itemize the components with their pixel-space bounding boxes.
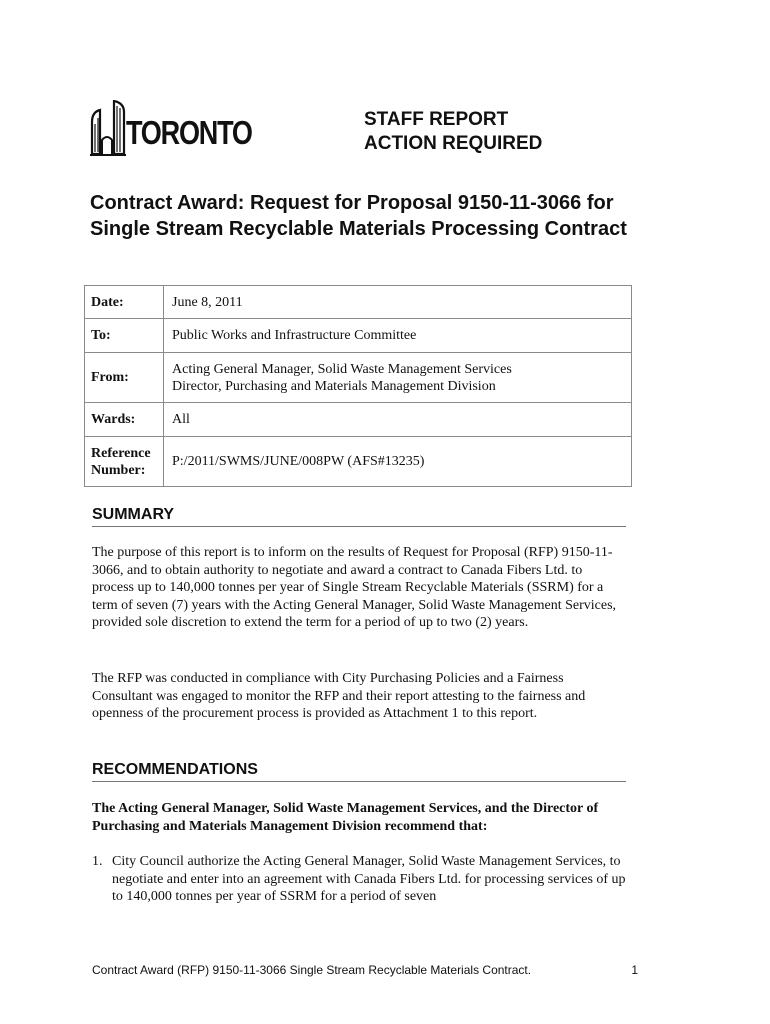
footer-text: Contract Award (RFP) 9150-11-3066 Single Stream Recyclable Materials Contract. bbox=[92, 963, 532, 977]
toronto-logo bbox=[90, 100, 252, 156]
from-label: From: bbox=[85, 353, 164, 403]
reference-label-line-2: Number: bbox=[91, 462, 146, 478]
table-row bbox=[85, 403, 632, 437]
date-label: Date: bbox=[85, 286, 164, 319]
reference-label bbox=[85, 437, 164, 487]
table-row bbox=[85, 437, 632, 487]
summary-paragraph-2: The RFP was conducted in compliance with City Purchasing Policies and a Fairness Consultant was engaged to monitor the RFP and their report attesting to the fairness and openness of the procurement process is provided as Attachment 1 to this report. bbox=[92, 671, 586, 721]
report-metadata-table bbox=[84, 285, 632, 487]
to-value: Public Works and Infrastructure Committee bbox=[164, 319, 632, 353]
table-row bbox=[85, 286, 632, 319]
wards-value: All bbox=[164, 403, 632, 437]
table-row bbox=[85, 353, 632, 403]
report-type-line-1: STAFF REPORT bbox=[364, 109, 509, 130]
date-value: June 8, 2011 bbox=[164, 286, 632, 319]
recommendation-item-1 bbox=[92, 853, 626, 906]
from-value bbox=[164, 353, 632, 403]
wards-label: Wards: bbox=[85, 403, 164, 437]
recommendation-number: 1. bbox=[92, 854, 103, 869]
table-row bbox=[85, 319, 632, 353]
from-value-line-2: Director, Purchasing and Materials Management Division bbox=[172, 378, 496, 394]
to-label: To: bbox=[85, 319, 164, 353]
report-type bbox=[364, 108, 542, 156]
reference-value: P:/2011/SWMS/JUNE/008PW (AFS#13235) bbox=[164, 437, 632, 487]
logo-wordmark: TORONTO bbox=[126, 114, 252, 151]
summary-paragraph-1: The purpose of this report is to inform on the results of Request for Proposal (RFP) 9150-11-3066, and to obtain authority to negotiate and award a contract to Canada Fibers Ltd. to process up to 140,000 tonnes per year of Single Stream Recyclable Materials (SSRM) for a term of seven (7) years with the Acting General Manager, Solid Waste Management Services, provided sole discretion to extend the term for a period of up to two (2) years. bbox=[92, 545, 617, 630]
city-hall-icon bbox=[90, 100, 126, 156]
recommendations-intro: The Acting General Manager, Solid Waste Management Services, and the Director of Purchasing and Materials Management Division recommend that: bbox=[92, 801, 599, 834]
from-value-line-1: Acting General Manager, Solid Waste Management Services bbox=[172, 361, 512, 377]
reference-label-line-1: Reference bbox=[91, 445, 151, 461]
page-footer bbox=[92, 962, 638, 978]
report-type-line-2: ACTION REQUIRED bbox=[364, 133, 543, 154]
recommendations-heading: RECOMMENDATIONS bbox=[92, 760, 626, 782]
page-number: 1 bbox=[631, 963, 638, 977]
summary-heading: SUMMARY bbox=[92, 505, 626, 527]
recommendation-text: City Council authorize the Acting General Manager, Solid Waste Management Services, to negotiate and enter into an agreement with Canada Fibers Ltd. for processing services of up to 140,000 tonnes per year of SSRM for a period of seven bbox=[112, 854, 626, 904]
report-title: Contract Award: Request for Proposal 9150-11-3066 for Single Stream Recyclable Materials Processing Contract bbox=[90, 192, 627, 240]
